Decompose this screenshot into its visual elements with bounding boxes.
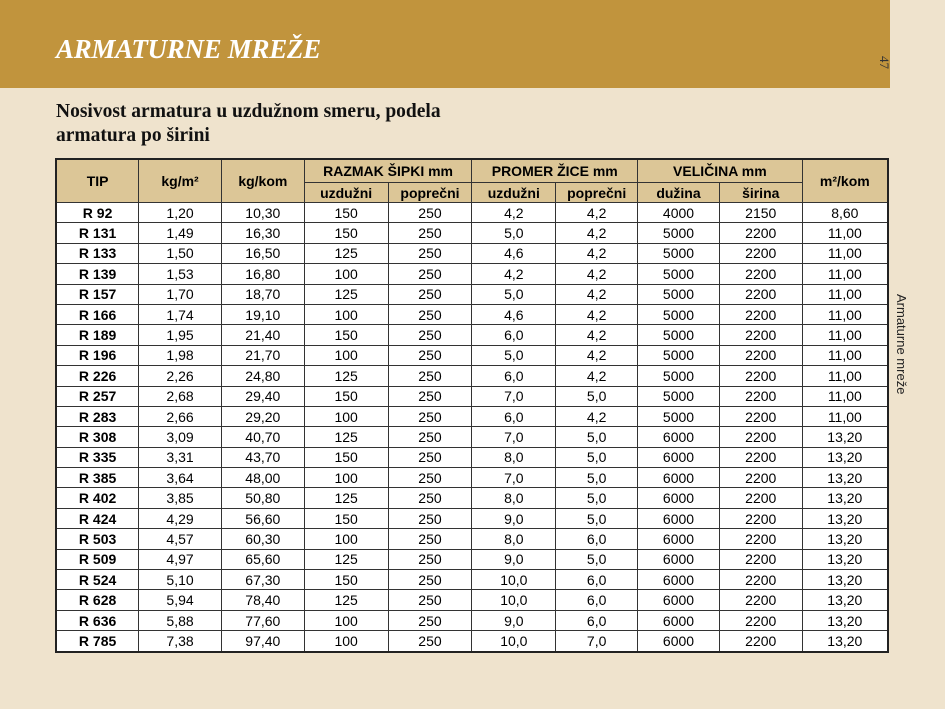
cell-length: 6000 [638, 447, 720, 467]
cell-width: 2200 [719, 529, 802, 549]
cell-tip: R 335 [56, 447, 139, 467]
cell-kg-per-m2: 3,09 [139, 427, 222, 447]
cell-diameter-transverse: 5,0 [556, 427, 638, 447]
cell-spacing-longitudinal: 100 [304, 345, 388, 365]
cell-kg-per-m2: 7,38 [139, 631, 222, 652]
cell-width: 2200 [719, 447, 802, 467]
cell-diameter-transverse: 5,0 [556, 549, 638, 569]
mesh-specification-table [55, 158, 889, 653]
cell-tip: R 189 [56, 325, 139, 345]
cell-diameter-longitudinal: 4,2 [472, 264, 556, 284]
cell-kg-per-m2: 2,68 [139, 386, 222, 406]
cell-kg-per-m2: 1,70 [139, 284, 222, 304]
cell-diameter-transverse: 4,2 [556, 223, 638, 243]
cell-length: 6000 [638, 631, 720, 652]
cell-diameter-longitudinal: 8,0 [472, 447, 556, 467]
cell-diameter-transverse: 4,2 [556, 203, 638, 223]
cell-kg-per-piece: 16,50 [221, 243, 304, 263]
cell-kg-per-m2: 3,31 [139, 447, 222, 467]
table-row [56, 366, 888, 386]
cell-m2-per-piece: 11,00 [802, 264, 888, 284]
cell-kg-per-piece: 19,10 [221, 304, 304, 324]
cell-tip: R 628 [56, 590, 139, 610]
cell-m2-per-piece: 13,20 [802, 570, 888, 590]
cell-width: 2200 [719, 386, 802, 406]
table-row [56, 284, 888, 304]
cell-spacing-longitudinal: 125 [304, 427, 388, 447]
cell-spacing-transverse: 250 [388, 223, 472, 243]
cell-tip: R 385 [56, 468, 139, 488]
cell-diameter-transverse: 4,2 [556, 243, 638, 263]
cell-spacing-longitudinal: 150 [304, 386, 388, 406]
cell-width: 2200 [719, 406, 802, 426]
cell-diameter-longitudinal: 7,0 [472, 386, 556, 406]
cell-diameter-transverse: 6,0 [556, 590, 638, 610]
subheader-spacing-transverse: poprečni [388, 183, 472, 203]
cell-tip: R 524 [56, 570, 139, 590]
cell-kg-per-m2: 1,95 [139, 325, 222, 345]
cell-kg-per-m2: 5,10 [139, 570, 222, 590]
cell-spacing-transverse: 250 [388, 304, 472, 324]
cell-spacing-transverse: 250 [388, 264, 472, 284]
cell-m2-per-piece: 13,20 [802, 631, 888, 652]
cell-kg-per-piece: 77,60 [221, 610, 304, 630]
cell-width: 2200 [719, 488, 802, 508]
cell-kg-per-piece: 97,40 [221, 631, 304, 652]
cell-m2-per-piece: 11,00 [802, 284, 888, 304]
cell-diameter-longitudinal: 7,0 [472, 468, 556, 488]
cell-kg-per-piece: 16,30 [221, 223, 304, 243]
cell-spacing-longitudinal: 125 [304, 243, 388, 263]
cell-tip: R 226 [56, 366, 139, 386]
table-row [56, 223, 888, 243]
cell-m2-per-piece: 11,00 [802, 366, 888, 386]
cell-diameter-longitudinal: 10,0 [472, 590, 556, 610]
cell-kg-per-piece: 56,60 [221, 508, 304, 528]
table-row [56, 529, 888, 549]
cell-m2-per-piece: 11,00 [802, 406, 888, 426]
cell-width: 2150 [719, 203, 802, 223]
cell-width: 2200 [719, 610, 802, 630]
cell-kg-per-piece: 60,30 [221, 529, 304, 549]
cell-length: 5000 [638, 325, 720, 345]
cell-m2-per-piece: 13,20 [802, 549, 888, 569]
cell-m2-per-piece: 13,20 [802, 468, 888, 488]
cell-m2-per-piece: 8,60 [802, 203, 888, 223]
cell-diameter-longitudinal: 10,0 [472, 631, 556, 652]
cell-kg-per-piece: 43,70 [221, 447, 304, 467]
cell-length: 5000 [638, 284, 720, 304]
cell-m2-per-piece: 11,00 [802, 325, 888, 345]
cell-length: 5000 [638, 243, 720, 263]
cell-kg-per-piece: 67,30 [221, 570, 304, 590]
cell-diameter-longitudinal: 6,0 [472, 366, 556, 386]
cell-length: 5000 [638, 304, 720, 324]
cell-spacing-transverse: 250 [388, 325, 472, 345]
cell-kg-per-m2: 1,98 [139, 345, 222, 365]
cell-spacing-transverse: 250 [388, 529, 472, 549]
cell-spacing-longitudinal: 100 [304, 304, 388, 324]
table-row [56, 243, 888, 263]
table-row [56, 570, 888, 590]
cell-width: 2200 [719, 284, 802, 304]
cell-width: 2200 [719, 468, 802, 488]
cell-kg-per-piece: 21,40 [221, 325, 304, 345]
cell-m2-per-piece: 11,00 [802, 304, 888, 324]
cell-spacing-transverse: 250 [388, 406, 472, 426]
page-number: 47 [877, 56, 892, 69]
table-row [56, 488, 888, 508]
cell-width: 2200 [719, 366, 802, 386]
cell-spacing-transverse: 250 [388, 508, 472, 528]
cell-diameter-transverse: 6,0 [556, 610, 638, 630]
table-row [56, 304, 888, 324]
cell-spacing-longitudinal: 125 [304, 590, 388, 610]
subheader-spacing-longitudinal: uzdužni [304, 183, 388, 203]
column-header-tip: TIP [56, 159, 139, 203]
cell-m2-per-piece: 11,00 [802, 223, 888, 243]
cell-kg-per-piece: 21,70 [221, 345, 304, 365]
cell-kg-per-m2: 5,88 [139, 610, 222, 630]
cell-length: 6000 [638, 590, 720, 610]
cell-kg-per-m2: 2,66 [139, 406, 222, 426]
table-row [56, 631, 888, 652]
cell-tip: R 636 [56, 610, 139, 630]
cell-spacing-transverse: 250 [388, 447, 472, 467]
cell-m2-per-piece: 13,20 [802, 529, 888, 549]
table-heading [56, 100, 576, 148]
cell-diameter-transverse: 6,0 [556, 570, 638, 590]
cell-length: 5000 [638, 223, 720, 243]
cell-diameter-longitudinal: 4,2 [472, 203, 556, 223]
cell-kg-per-piece: 18,70 [221, 284, 304, 304]
cell-length: 6000 [638, 549, 720, 569]
table-row [56, 590, 888, 610]
cell-kg-per-piece: 10,30 [221, 203, 304, 223]
subheader-diameter-longitudinal: uzdužni [472, 183, 556, 203]
cell-diameter-longitudinal: 8,0 [472, 529, 556, 549]
cell-tip: R 308 [56, 427, 139, 447]
cell-kg-per-piece: 48,00 [221, 468, 304, 488]
cell-diameter-longitudinal: 7,0 [472, 427, 556, 447]
cell-spacing-transverse: 250 [388, 203, 472, 223]
table-row [56, 508, 888, 528]
cell-kg-per-m2: 1,49 [139, 223, 222, 243]
cell-kg-per-m2: 5,94 [139, 590, 222, 610]
cell-spacing-longitudinal: 100 [304, 406, 388, 426]
cell-m2-per-piece: 13,20 [802, 590, 888, 610]
cell-m2-per-piece: 13,20 [802, 488, 888, 508]
cell-kg-per-piece: 40,70 [221, 427, 304, 447]
cell-length: 5000 [638, 366, 720, 386]
cell-width: 2200 [719, 570, 802, 590]
cell-diameter-transverse: 4,2 [556, 345, 638, 365]
cell-spacing-transverse: 250 [388, 590, 472, 610]
cell-spacing-longitudinal: 125 [304, 366, 388, 386]
cell-m2-per-piece: 13,20 [802, 447, 888, 467]
table-row [56, 325, 888, 345]
side-section-label: Armaturne mreže [894, 294, 909, 395]
cell-length: 6000 [638, 610, 720, 630]
cell-tip: R 402 [56, 488, 139, 508]
cell-spacing-longitudinal: 150 [304, 508, 388, 528]
cell-spacing-transverse: 250 [388, 366, 472, 386]
cell-spacing-transverse: 250 [388, 284, 472, 304]
cell-width: 2200 [719, 427, 802, 447]
cell-spacing-transverse: 250 [388, 549, 472, 569]
cell-diameter-transverse: 5,0 [556, 468, 638, 488]
cell-kg-per-piece: 50,80 [221, 488, 304, 508]
cell-width: 2200 [719, 325, 802, 345]
cell-diameter-transverse: 4,2 [556, 325, 638, 345]
cell-kg-per-piece: 24,80 [221, 366, 304, 386]
cell-tip: R 139 [56, 264, 139, 284]
table-row [56, 447, 888, 467]
cell-width: 2200 [719, 508, 802, 528]
table-heading-line-2: armatura po širini [56, 125, 210, 146]
table-row [56, 549, 888, 569]
cell-diameter-longitudinal: 5,0 [472, 345, 556, 365]
cell-kg-per-piece: 29,20 [221, 406, 304, 426]
cell-spacing-longitudinal: 125 [304, 488, 388, 508]
cell-spacing-transverse: 250 [388, 468, 472, 488]
cell-diameter-longitudinal: 9,0 [472, 549, 556, 569]
cell-spacing-transverse: 250 [388, 345, 472, 365]
cell-spacing-longitudinal: 100 [304, 610, 388, 630]
page-title: ARMATURNE MREŽE [56, 34, 321, 64]
cell-spacing-longitudinal: 150 [304, 223, 388, 243]
cell-kg-per-m2: 1,20 [139, 203, 222, 223]
cell-diameter-transverse: 4,2 [556, 304, 638, 324]
cell-kg-per-m2: 2,26 [139, 366, 222, 386]
cell-spacing-longitudinal: 150 [304, 447, 388, 467]
cell-m2-per-piece: 11,00 [802, 243, 888, 263]
cell-tip: R 283 [56, 406, 139, 426]
table-body [56, 203, 888, 652]
cell-diameter-longitudinal: 5,0 [472, 223, 556, 243]
cell-length: 5000 [638, 264, 720, 284]
column-group-wire-diameter: PROMER ŽICE mm [472, 159, 638, 183]
cell-tip: R 92 [56, 203, 139, 223]
cell-spacing-transverse: 250 [388, 427, 472, 447]
cell-diameter-longitudinal: 6,0 [472, 325, 556, 345]
column-header-kg-per-m2: kg/m² [139, 159, 222, 203]
cell-kg-per-piece: 29,40 [221, 386, 304, 406]
cell-m2-per-piece: 13,20 [802, 508, 888, 528]
cell-m2-per-piece: 13,20 [802, 427, 888, 447]
table-heading-line-1: Nosivost armatura u uzdužnom smeru, podela [56, 101, 441, 122]
cell-diameter-transverse: 4,2 [556, 284, 638, 304]
cell-spacing-longitudinal: 100 [304, 264, 388, 284]
cell-tip: R 133 [56, 243, 139, 263]
cell-m2-per-piece: 11,00 [802, 345, 888, 365]
cell-spacing-transverse: 250 [388, 488, 472, 508]
cell-tip: R 785 [56, 631, 139, 652]
cell-diameter-longitudinal: 6,0 [472, 406, 556, 426]
table-row [56, 406, 888, 426]
table-row [56, 427, 888, 447]
subheader-diameter-transverse: poprečni [556, 183, 638, 203]
cell-length: 6000 [638, 529, 720, 549]
cell-width: 2200 [719, 345, 802, 365]
cell-kg-per-piece: 65,60 [221, 549, 304, 569]
cell-diameter-transverse: 4,2 [556, 406, 638, 426]
cell-spacing-transverse: 250 [388, 631, 472, 652]
table-row [56, 468, 888, 488]
cell-diameter-transverse: 5,0 [556, 447, 638, 467]
column-group-size: VELIČINA mm [638, 159, 803, 183]
table-row [56, 203, 888, 223]
cell-kg-per-piece: 16,80 [221, 264, 304, 284]
cell-diameter-transverse: 5,0 [556, 508, 638, 528]
cell-length: 6000 [638, 508, 720, 528]
cell-length: 6000 [638, 427, 720, 447]
cell-diameter-transverse: 5,0 [556, 488, 638, 508]
cell-width: 2200 [719, 631, 802, 652]
cell-width: 2200 [719, 223, 802, 243]
cell-spacing-longitudinal: 100 [304, 529, 388, 549]
cell-m2-per-piece: 13,20 [802, 610, 888, 630]
cell-length: 5000 [638, 345, 720, 365]
cell-diameter-longitudinal: 10,0 [472, 570, 556, 590]
cell-spacing-longitudinal: 125 [304, 284, 388, 304]
table-row [56, 345, 888, 365]
cell-tip: R 509 [56, 549, 139, 569]
cell-diameter-transverse: 4,2 [556, 366, 638, 386]
cell-spacing-longitudinal: 150 [304, 570, 388, 590]
cell-diameter-longitudinal: 4,6 [472, 304, 556, 324]
cell-diameter-longitudinal: 4,6 [472, 243, 556, 263]
cell-length: 6000 [638, 488, 720, 508]
cell-kg-per-m2: 3,85 [139, 488, 222, 508]
cell-width: 2200 [719, 549, 802, 569]
cell-diameter-transverse: 5,0 [556, 386, 638, 406]
cell-length: 6000 [638, 468, 720, 488]
cell-tip: R 257 [56, 386, 139, 406]
cell-diameter-longitudinal: 5,0 [472, 284, 556, 304]
cell-length: 6000 [638, 570, 720, 590]
cell-kg-per-piece: 78,40 [221, 590, 304, 610]
cell-length: 4000 [638, 203, 720, 223]
cell-spacing-longitudinal: 125 [304, 549, 388, 569]
cell-tip: R 424 [56, 508, 139, 528]
cell-spacing-transverse: 250 [388, 570, 472, 590]
cell-kg-per-m2: 4,29 [139, 508, 222, 528]
cell-diameter-longitudinal: 8,0 [472, 488, 556, 508]
cell-spacing-transverse: 250 [388, 610, 472, 630]
cell-spacing-longitudinal: 100 [304, 468, 388, 488]
subheader-width: širina [719, 183, 802, 203]
table-row [56, 264, 888, 284]
column-group-bar-spacing: RAZMAK ŠIPKI mm [304, 159, 472, 183]
subheader-length: dužina [638, 183, 720, 203]
cell-width: 2200 [719, 243, 802, 263]
cell-kg-per-m2: 1,50 [139, 243, 222, 263]
table-row [56, 386, 888, 406]
cell-tip: R 131 [56, 223, 139, 243]
cell-diameter-longitudinal: 9,0 [472, 610, 556, 630]
cell-m2-per-piece: 11,00 [802, 386, 888, 406]
cell-spacing-longitudinal: 150 [304, 203, 388, 223]
column-header-kg-per-piece: kg/kom [221, 159, 304, 203]
cell-width: 2200 [719, 264, 802, 284]
cell-spacing-longitudinal: 150 [304, 325, 388, 345]
cell-length: 5000 [638, 406, 720, 426]
cell-tip: R 196 [56, 345, 139, 365]
column-header-m2-per-piece: m²/kom [802, 159, 888, 203]
cell-tip: R 157 [56, 284, 139, 304]
cell-spacing-transverse: 250 [388, 386, 472, 406]
cell-kg-per-m2: 4,97 [139, 549, 222, 569]
cell-length: 5000 [638, 386, 720, 406]
cell-diameter-transverse: 6,0 [556, 529, 638, 549]
cell-width: 2200 [719, 304, 802, 324]
cell-spacing-longitudinal: 100 [304, 631, 388, 652]
cell-diameter-transverse: 4,2 [556, 264, 638, 284]
cell-tip: R 503 [56, 529, 139, 549]
cell-kg-per-m2: 1,53 [139, 264, 222, 284]
cell-tip: R 166 [56, 304, 139, 324]
cell-diameter-longitudinal: 9,0 [472, 508, 556, 528]
cell-width: 2200 [719, 590, 802, 610]
table-row [56, 610, 888, 630]
cell-spacing-transverse: 250 [388, 243, 472, 263]
cell-kg-per-m2: 4,57 [139, 529, 222, 549]
cell-kg-per-m2: 1,74 [139, 304, 222, 324]
cell-kg-per-m2: 3,64 [139, 468, 222, 488]
cell-diameter-transverse: 7,0 [556, 631, 638, 652]
